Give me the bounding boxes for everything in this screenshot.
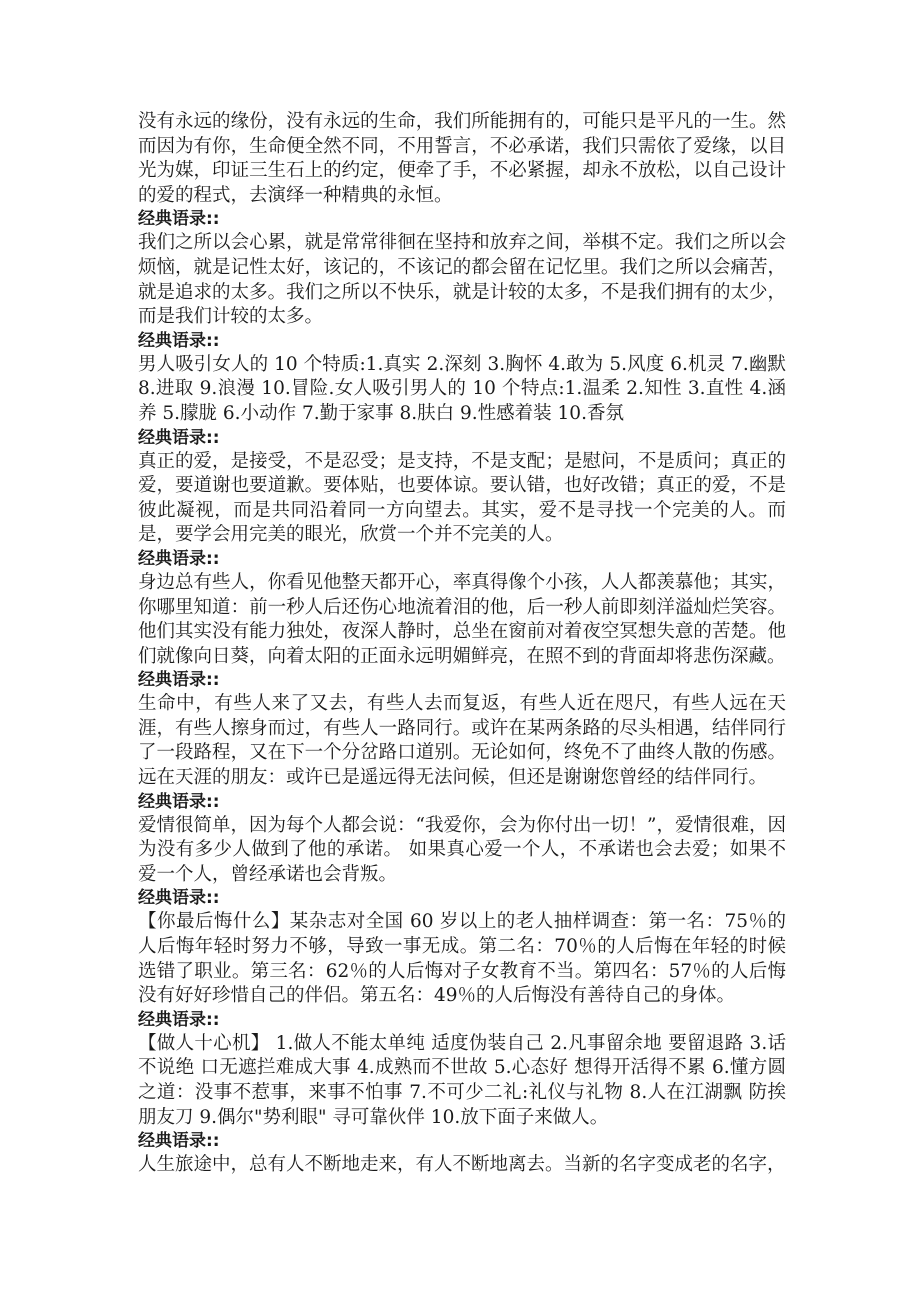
section-heading: 经典语录:: (138, 791, 220, 812)
paragraph: 人生旅途中，总有人不断地走来，有人不断地离去。当新的名字变成老的名字， (138, 1154, 786, 1176)
section-heading: 经典语录:: (138, 888, 220, 909)
section-heading: 经典语录:: (138, 670, 220, 691)
paragraph: 爱情很简单，因为每个人都会说：“我爱你，会为你付出一切！”，爱情很难，因为没有多少人做到了他的承诺。 如果真心爱一个人，不承诺也会去爱；如果不爱一个人，曾经承诺也会背叛。 (138, 814, 786, 885)
section-heading: 经典语录:: (138, 427, 220, 448)
paragraph: 我们之所以会心累，就是常常徘徊在坚持和放弃之间，举棋不定。我们之所以会烦恼，就是记性太好，该记的，不该记的都会留在记忆里。我们之所以会痛苦，就是追求的太多。我们之所以不快乐，就是计较的太多，不是我们拥有的太少，而是我们计较的太多。 (138, 232, 786, 328)
paragraph: 没有永远的缘份，没有永远的生命，我们所能拥有的，可能只是平凡的一生。然而因为有你，生命便全然不同，不用誓言，不必承诺，我们只需依了爱缘，以目光为媒，印证三生石上的约定，便牵了手，不必紧握，却永不放松，以自己设计的爱的程式，去演绎一种精典的永恒。 (138, 111, 786, 206)
section-heading: 经典语录:: (138, 1131, 220, 1152)
section-heading: 经典语录:: (138, 209, 220, 230)
section-heading: 经典语录:: (138, 330, 220, 351)
paragraph: 【你最后悔什么】某杂志对全国 60 岁以上的老人抽样调查：第一名：75％的人后悔年轻时努力不够，导致一事无成。第二名：70％的人后悔在年轻的时候选错了职业。第三名：62％的人后悔对子女教育不当。第四名：57％的人后悔没有好好珍惜自己的伴侣。第五名：49％的人后悔没有善待自己的身体。 (138, 911, 786, 1007)
section-heading: 经典语录:: (138, 1009, 220, 1030)
section-heading: 经典语录:: (138, 548, 220, 569)
paragraph: 生命中，有些人来了又去，有些人去而复返，有些人近在咫尺，有些人远在天涯，有些人擦身而过，有些人一路同行。或许在某两条路的尽头相遇，结伴同行了一段路程，又在下一个分岔路口道别。无论如何，终免不了曲终人散的伤感。远在天涯的朋友：或许已是遥远得无法问候，但还是谢谢您曾经的结伴同行。 (138, 693, 786, 789)
document-body (138, 110, 786, 1178)
paragraph: 身边总有些人，你看见他整天都开心，率真得像个小孩，人人都羡慕他；其实，你哪里知道：前一秒人后还伤心地流着泪的他，后一秒人前即刻洋溢灿烂笑容。他们其实没有能力独处，夜深人静时，总坐在窗前对着夜空冥想失意的苦楚。他们就像向日葵，向着太阳的正面永远明媚鲜亮，在照不到的背面却将悲伤深藏。 (138, 571, 786, 667)
paragraph: 真正的爱，是接受，不是忍受；是支持，不是支配；是慰问，不是质问；真正的爱，要道谢也要道歉。要体贴，也要体谅。要认错，也好改错；真正的爱，不是彼此凝视，而是共同沿着同一方向望去。其实，爱不是寻找一个完美的人。而是，要学会用完美的眼光，欣赏一个并不完美的人。 (138, 450, 786, 546)
paragraph: 男人吸引女人的 10 个特质:1.真实 2.深刻 3.胸怀 4.敢为 5.风度 6.机灵 7.幽默 8.进取 9.浪漫 10.冒险.女人吸引男人的 10 个特点:1.温柔 2.知性 3.直性 4.涵养 5.朦胧 6.小动作 7.勤于家事 8.肤白 9.性感着装 10.香氛 (138, 353, 786, 424)
paragraph: 【做人十心机】 1.做人不能太单纯 适度伪装自己 2.凡事留余地 要留退路 3.话不说绝 口无遮拦难成大事 4.成熟而不世故 5.心态好 想得开活得不累 6.懂方圆之道：没事不惹事，来事不怕事 7.不可少二礼:礼仪与礼物 8.人在江湖飘 防挨朋友刀 9.偶尔"势利眼" 寻可靠伙伴 10.放下面子来做人。 (138, 1032, 786, 1128)
